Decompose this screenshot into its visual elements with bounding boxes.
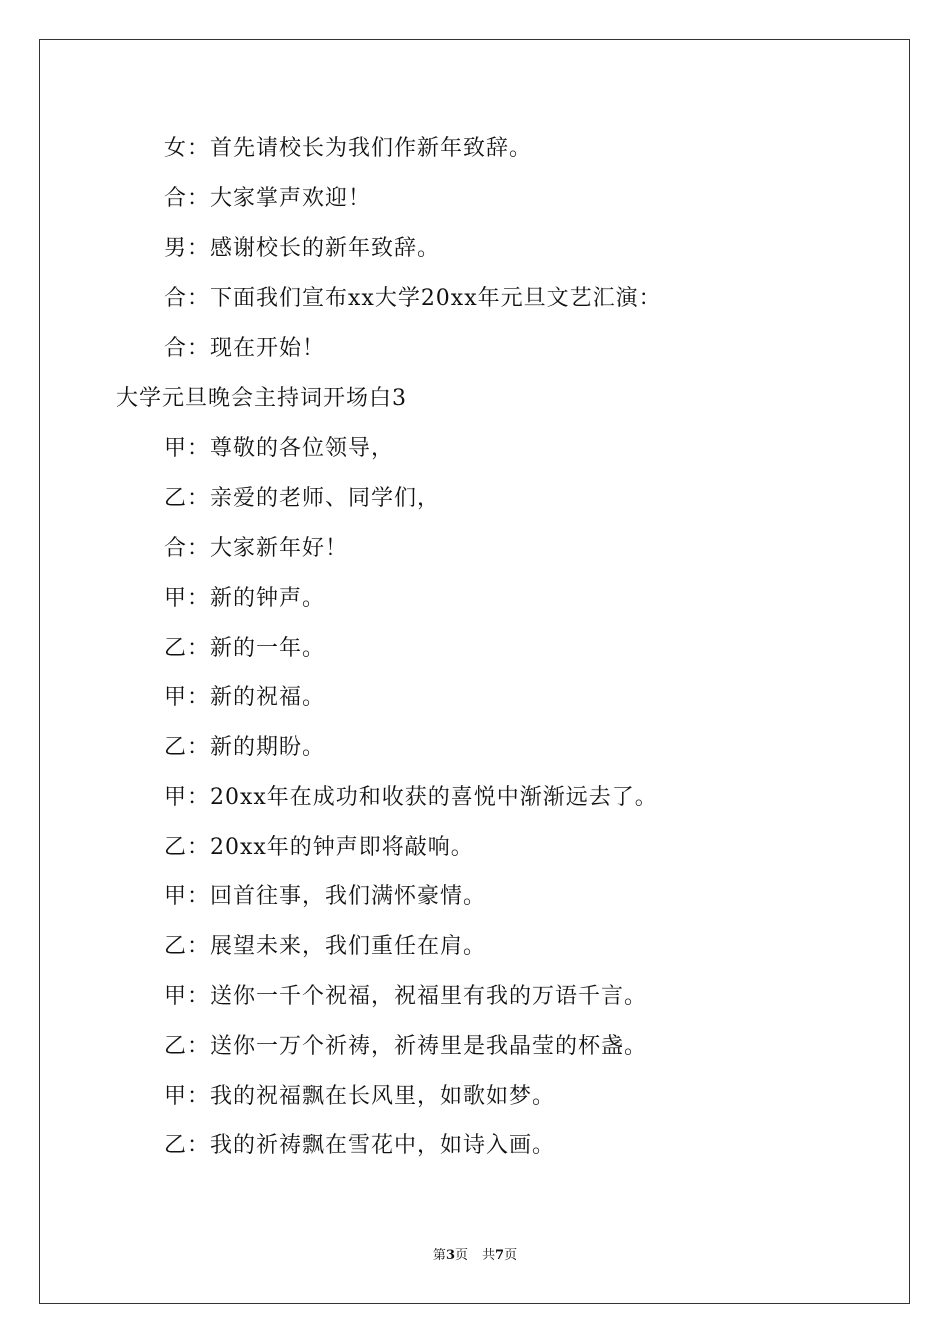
script-line: 乙：20xx年的钟声即将敲响。 bbox=[164, 835, 474, 860]
script-line: 甲：新的钟声。 bbox=[164, 586, 326, 611]
script-line: 甲：我的祝福飘在长风里，如歌如梦。 bbox=[164, 1084, 556, 1109]
script-line: 乙：新的期盼。 bbox=[164, 735, 326, 760]
script-line: 乙：新的一年。 bbox=[164, 636, 326, 661]
script-line: 甲：新的祝福。 bbox=[164, 685, 326, 710]
page-prefix: 第 bbox=[432, 1248, 446, 1263]
script-line: 乙：展望未来，我们重任在肩。 bbox=[164, 934, 487, 959]
total-suffix: 页 bbox=[504, 1248, 518, 1263]
script-line: 乙：送你一万个祈祷，祈祷里是我晶莹的杯盏。 bbox=[164, 1034, 648, 1059]
script-line: 乙：亲爱的老师、同学们， bbox=[164, 486, 441, 511]
script-line: 女：首先请校长为我们作新年致辞。 bbox=[164, 136, 533, 161]
script-line: 甲：送你一千个祝福，祝福里有我的万语千言。 bbox=[164, 984, 648, 1009]
script-line: 男：感谢校长的新年致辞。 bbox=[164, 236, 441, 261]
section-heading: 大学元旦晚会主持词开场白3 bbox=[116, 386, 407, 411]
script-line: 合：大家新年好！ bbox=[164, 536, 349, 561]
total-pages: 7 bbox=[495, 1248, 505, 1263]
page-suffix: 页 bbox=[454, 1248, 468, 1263]
page-number: 3 bbox=[445, 1248, 455, 1263]
page-footer bbox=[0, 1247, 950, 1265]
script-line: 甲：20xx年在成功和收获的喜悦中渐渐远去了。 bbox=[164, 785, 658, 810]
total-prefix: 共 bbox=[482, 1248, 496, 1263]
script-line: 甲：回首往事，我们满怀豪情。 bbox=[164, 884, 487, 909]
script-line: 合：下面我们宣布xx大学20xx年元旦文艺汇演： bbox=[164, 286, 662, 311]
script-line: 合：现在开始！ bbox=[164, 336, 326, 361]
script-line: 乙：我的祈祷飘在雪花中，如诗入画。 bbox=[164, 1133, 556, 1158]
script-line: 合：大家掌声欢迎！ bbox=[164, 186, 372, 211]
script-line: 甲：尊敬的各位领导， bbox=[164, 436, 395, 461]
